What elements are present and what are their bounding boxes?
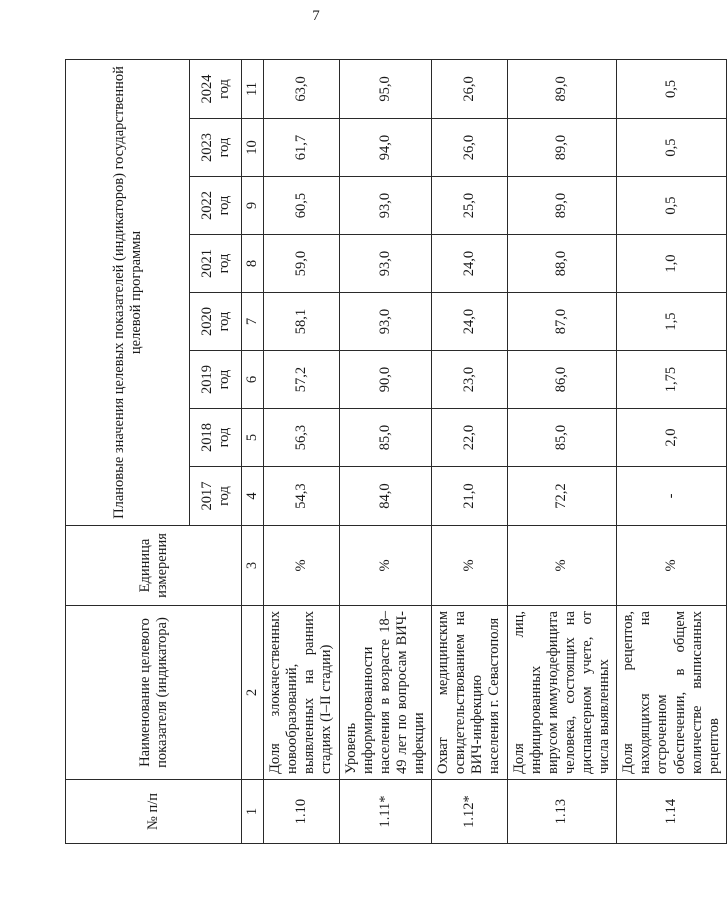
header-year: 2023 год	[190, 119, 242, 177]
row-value: 60,5	[264, 177, 339, 235]
column-index: 4	[242, 467, 264, 526]
row-unit: %	[339, 526, 432, 606]
table-row	[432, 59, 507, 843]
column-index: 3	[242, 526, 264, 606]
row-num: 1.12*	[432, 780, 507, 844]
row-value: 0,5	[617, 177, 727, 235]
header-year: 2018 год	[190, 409, 242, 467]
row-value: 24,0	[432, 235, 507, 293]
row-num: 1.13	[507, 780, 617, 844]
row-name: Доля злокачественных новообразований, выявленных на ранних стадиях (I–II стадии)	[264, 606, 339, 780]
indicators-table	[65, 59, 727, 844]
header-year: 2017 год	[190, 467, 242, 526]
table-row	[617, 59, 727, 843]
column-index: 6	[242, 351, 264, 409]
row-value: 26,0	[432, 59, 507, 118]
row-value: 72,2	[507, 467, 617, 526]
row-value: 1,75	[617, 351, 727, 409]
row-value: 25,0	[432, 177, 507, 235]
row-value: 59,0	[264, 235, 339, 293]
row-name: Доля лиц, инфицированных вирусом иммунодефицита человека, состоящих на диспансерном учете, от числа выявленных	[507, 606, 617, 780]
page-number: 7	[312, 8, 320, 24]
row-value: 89,0	[507, 59, 617, 118]
row-value: 94,0	[339, 119, 432, 177]
row-value: 57,2	[264, 351, 339, 409]
row-value: -	[617, 467, 727, 526]
header-year: 2021 год	[190, 235, 242, 293]
row-value: 95,0	[339, 59, 432, 118]
row-value: 1,0	[617, 235, 727, 293]
column-index-row	[242, 59, 264, 843]
row-value: 0,5	[617, 59, 727, 118]
row-value: 2,0	[617, 409, 727, 467]
row-value: 93,0	[339, 293, 432, 351]
header-planned-values: Плановые значения целевых показателей (индикаторов) государственной целевой программы	[66, 59, 190, 525]
row-name: Доля рецептов, находящихся на отсроченном обеспечении, в общем количестве выписанных рецептов	[617, 606, 727, 780]
row-value: 89,0	[507, 177, 617, 235]
row-unit: %	[507, 526, 617, 606]
row-value: 26,0	[432, 119, 507, 177]
row-num: 1.10	[264, 780, 339, 844]
row-value: 0,5	[617, 119, 727, 177]
table-row	[507, 59, 617, 843]
header-year: 2022 год	[190, 177, 242, 235]
column-index: 9	[242, 177, 264, 235]
header-year: 2020 год	[190, 293, 242, 351]
row-value: 85,0	[339, 409, 432, 467]
column-index: 11	[242, 59, 264, 118]
row-value: 1,5	[617, 293, 727, 351]
row-value: 88,0	[507, 235, 617, 293]
rotated-table-container	[65, 60, 722, 844]
column-index: 7	[242, 293, 264, 351]
header-name: Наименование целевого показателя (индикатора)	[66, 606, 242, 780]
row-num: 1.14	[617, 780, 727, 844]
column-index: 1	[242, 780, 264, 844]
row-value: 58,1	[264, 293, 339, 351]
table-row	[339, 59, 432, 843]
row-value: 85,0	[507, 409, 617, 467]
header-year: 2019 год	[190, 351, 242, 409]
row-unit: %	[617, 526, 727, 606]
table-row	[264, 59, 339, 843]
header-year: 2024 год	[190, 59, 242, 118]
row-value: 93,0	[339, 177, 432, 235]
row-value: 21,0	[432, 467, 507, 526]
row-value: 56,3	[264, 409, 339, 467]
header-unit: Единица измерения	[66, 526, 242, 606]
row-value: 93,0	[339, 235, 432, 293]
header-num: № п/п	[66, 780, 242, 844]
row-value: 24,0	[432, 293, 507, 351]
column-index: 10	[242, 119, 264, 177]
row-value: 86,0	[507, 351, 617, 409]
row-value: 87,0	[507, 293, 617, 351]
column-index: 5	[242, 409, 264, 467]
row-num: 1.11*	[339, 780, 432, 844]
column-index: 2	[242, 606, 264, 780]
row-name: Уровень информированности населения в возрасте 18–49 лет по вопросам ВИЧ-инфекции	[339, 606, 432, 780]
row-value: 84,0	[339, 467, 432, 526]
column-index: 8	[242, 235, 264, 293]
row-value: 54,3	[264, 467, 339, 526]
row-name: Охват медицинским освидетельствованием на ВИЧ-инфекцию населения г. Севастополя	[432, 606, 507, 780]
row-value: 22,0	[432, 409, 507, 467]
row-value: 90,0	[339, 351, 432, 409]
row-value: 63,0	[264, 59, 339, 118]
row-unit: %	[264, 526, 339, 606]
row-unit: %	[432, 526, 507, 606]
row-value: 23,0	[432, 351, 507, 409]
row-value: 61,7	[264, 119, 339, 177]
row-value: 89,0	[507, 119, 617, 177]
